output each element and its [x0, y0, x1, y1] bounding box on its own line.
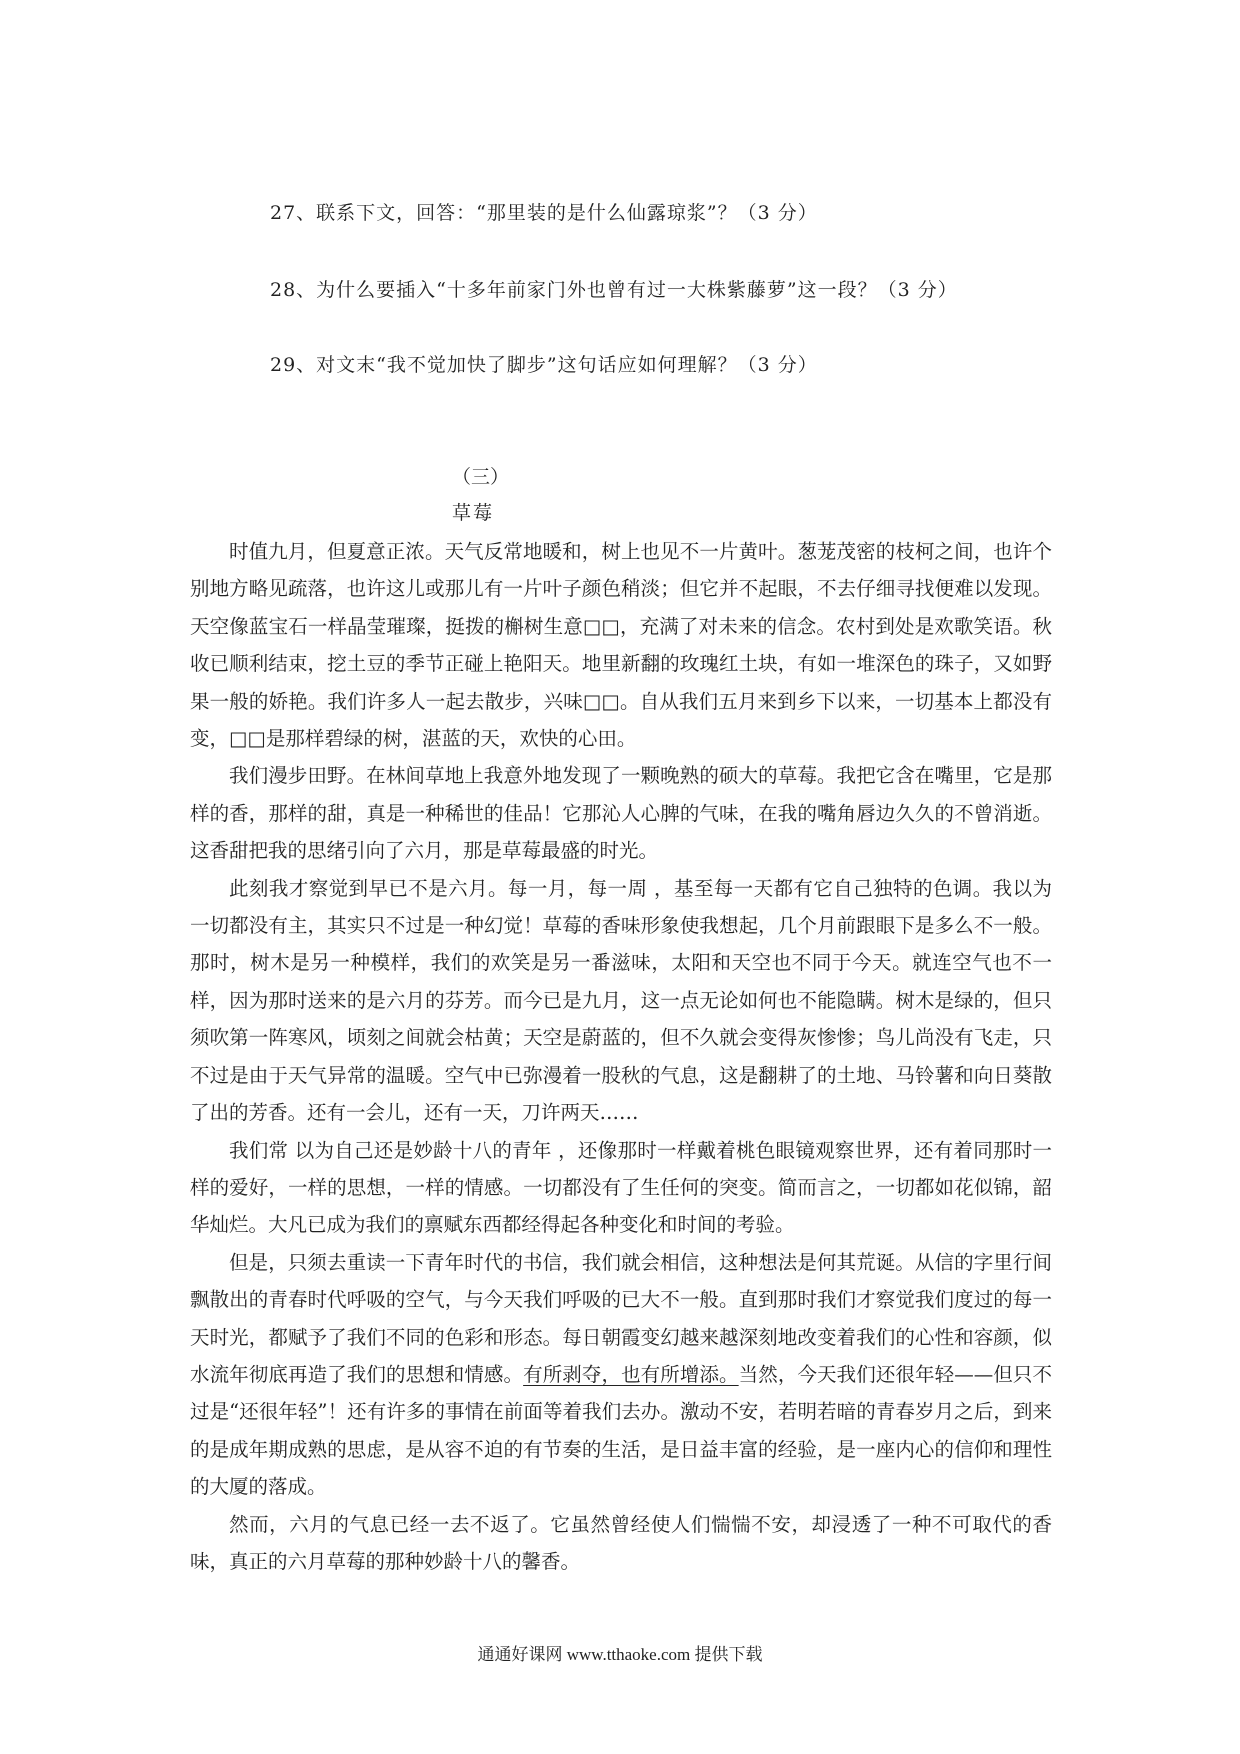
paragraph-3: 此刻我才察觉到早已不是六月。每一月，每一周 ，基至每一天都有它自己独特的色调。我以为一切都没有主，其实只不过是一种幻觉！草莓的香味形象使我想起，几个月前跟眼下是多么不一般。那时，树木是另一种模样，我们的欢笑是另一番滋味，太阳和天空也不同于今天。就连空气也不一样，因为那时送来的是六月的芬芳。而今已是九月，这一点无论如何也不能隐瞒。树木是绿的，但只须吹第一阵寒风，顷刻之间就会枯黄；天空是蔚蓝的，但不久就会变得灰惨惨；鸟儿尚没有飞走，只不过是由于天气异常的温暖。空气中已弥漫着一股秋的气息，这是翻耕了的土地、马铃薯和向日葵散了出的芳香。还有一会儿，还有一天，刀许两天…… — [190, 876, 1052, 1125]
section-label: （三） — [452, 466, 510, 488]
paragraph-5-text-a: 但是，只须去重读一下青年时代的书信，我们就会相信，这种想法是何其荒诞。从信的字里行间飘散出的青春时代呼吸的空气，与今天我们呼吸的已大不一般。直到那时我们才察觉我们度过的每一天时光，都赋予了我们不同的色彩和形态。每日朝霞变幻越来越深刻地改变着我们的心性和容颜，似水流年彻底再造了我们的思想和情感。 — [190, 1250, 1052, 1386]
question-27: 27、联系下文，回答：“那里装的是什么仙露琼浆”？（3 分） — [270, 202, 818, 224]
paragraph-5 — [190, 1244, 1052, 1506]
footer-credit: 通通好课网 www.tthaoke.com 提供下载 — [477, 1645, 763, 1664]
paragraph-1: 时值九月，但夏意正浓。天气反常地暖和，树上也见不一片黄叶。葱茏茂密的枝柯之间，也许个别地方略见疏落，也许这儿或那儿有一片叶子颜色稍淡；但它并不起眼，不去仔细寻找便难以发现。天空像蓝宝石一样晶莹璀璨，挺拨的槲树生意□□，充满了对未来的信念。农村到处是欢歌笑语。秋收已顺利结束，挖土豆的季节正碰上艳阳天。地里新翻的玫瑰红土块，有如一堆深色的珠子，又如野果一般的娇艳。我们许多人一起去散步，兴味□□。自从我们五月来到乡下以来，一切基本上都没有变，□□是那样碧绿的树，湛蓝的天，欢快的心田。 — [190, 540, 1052, 751]
paragraph-4: 我们常 以为自己还是妙龄十八的青年 ，还像那时一样戴着桃色眼镜观察世界，还有着同那时一样的爱好，一样的思想，一样的情感。一切都没有了生任何的突变。简而言之，一切都如花似锦，韶华灿烂。大凡已成为我们的禀赋东西都经得起各种变化和时间的考验。 — [190, 1138, 1052, 1237]
question-28: 28、为什么要插入“十多年前家门外也曾有过一大株紫藤萝”这一段？（3 分） — [270, 279, 958, 301]
article-title: 草莓 — [452, 502, 495, 524]
paragraph-6: 然而，六月的气息已经一去不返了。它虽然曾经使人们惴惴不安，却浸透了一种不可取代的香味，真正的六月草莓的那种妙龄十八的馨香。 — [190, 1512, 1052, 1573]
paragraph-2: 我们漫步田野。在林间草地上我意外地发现了一颗晚熟的硕大的草莓。我把它含在嘴里，它是那样的香，那样的甜，真是一种稀世的佳品！它那沁人心脾的气味，在我的嘴角唇边久久的不曾消逝。这香甜把我的思绪引向了六月，那是草莓最盛的时光。 — [190, 764, 1052, 863]
article-body — [190, 533, 1052, 1580]
paragraph-5-text-b: 当然，今天我们还很年轻——但只不过是“还很年轻”！还有许多的事情在前面等着我们去办。激动不安，若明若暗的青春岁月之后，到来的是成年期成熟的思虑，是从容不迫的有节奏的生活，是日益丰富的经验，是一座内心的信仰和理性的大厦的落成。 — [190, 1362, 1052, 1499]
underlined-phrase: 有所剥夺，也有所增添。 — [523, 1362, 739, 1386]
question-29: 29、对文末“我不觉加快了脚步”这句话应如何理解？（3 分） — [270, 354, 818, 376]
